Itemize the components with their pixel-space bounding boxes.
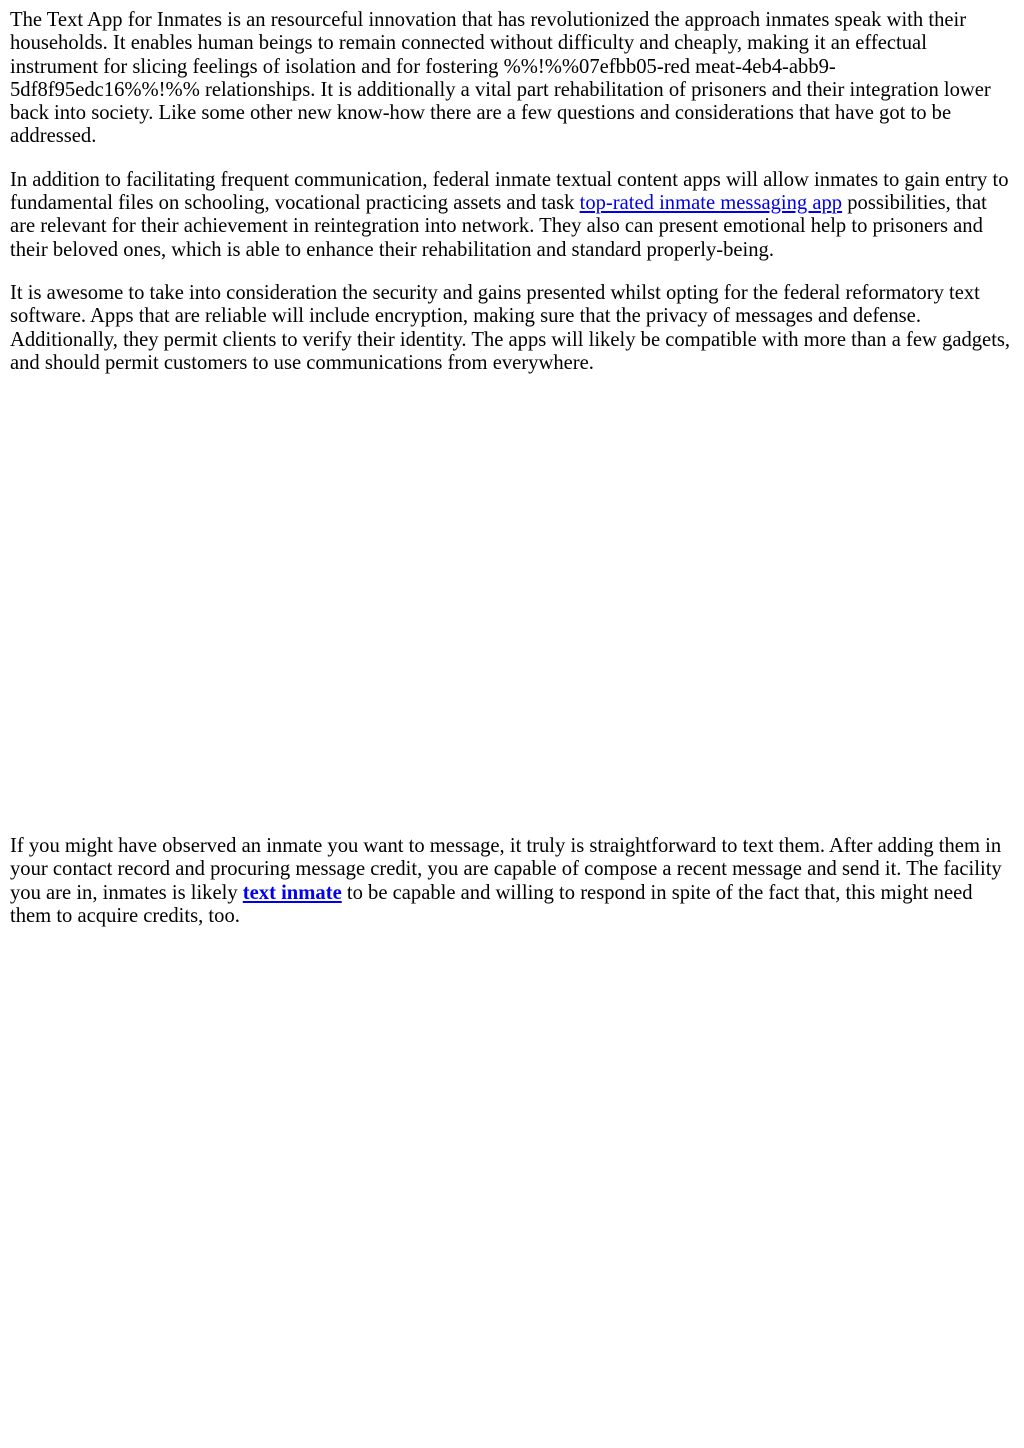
- paragraph-2: [10, 169, 1016, 262]
- paragraph-4-text-after: to be capable and willing to respond in spite of the fact that, this might need them to acquire credits, too.: [10, 881, 973, 928]
- article-body: [10, 9, 1016, 948]
- paragraph-2-text-after: possibilities, that are relevant for their achievement in reintegration into network. They also can present emotional help to prisoners and their beloved ones, which is able to enhance their rehabilitation and standard properly-being.: [10, 192, 987, 261]
- paragraph-4-text-before: If you might have observed an inmate you want to message, it truly is straightforward to text them. After adding them in your contact record and procuring message credit, you are capable of compose a recent message and send it. The facility you are in, inmates is likely: [10, 835, 1002, 904]
- paragraph-1-text: The Text App for Inmates is an resourceful innovation that has revolutionized the approach inmates speak with their households. It enables human beings to remain connected without difficulty and cheaply, making it an effectual instrument for slicing feelings of isolation and for fostering %%!%%07efbb05-red meat-4eb4-abb9-5df8f95edc16%%!%% relationships. It is additionally a vital part rehabilitation of prisoners and their integration lower back into society. Like some other new know-how there are a few questions and considerations that have got to be addressed.: [10, 9, 991, 148]
- paragraph-3: [10, 282, 1016, 375]
- top-rated-inmate-messaging-app-link[interactable]: top-rated inmate messaging app: [579, 192, 843, 215]
- paragraph-4: [10, 835, 1016, 928]
- paragraph-1: [10, 9, 1016, 149]
- paragraph-3-text: It is awesome to take into consideration the security and gains presented whilst opting for the federal reformatory text software. Apps that are reliable will include encryption, making sure that the privacy of messages and defense. Additionally, they permit clients to verify their identity. The apps will likely be compatible with more than a few gadgets, and should permit customers to use communications from everywhere.: [10, 281, 1011, 374]
- text-inmate-link[interactable]: text inmate: [242, 881, 342, 904]
- blank-gap: [10, 395, 1016, 835]
- paragraph-2-text-before: In addition to facilitating frequent communication, federal inmate textual content apps will allow inmates to gain entry to fundamental files on schooling, vocational practicing assets and task: [10, 168, 1009, 215]
